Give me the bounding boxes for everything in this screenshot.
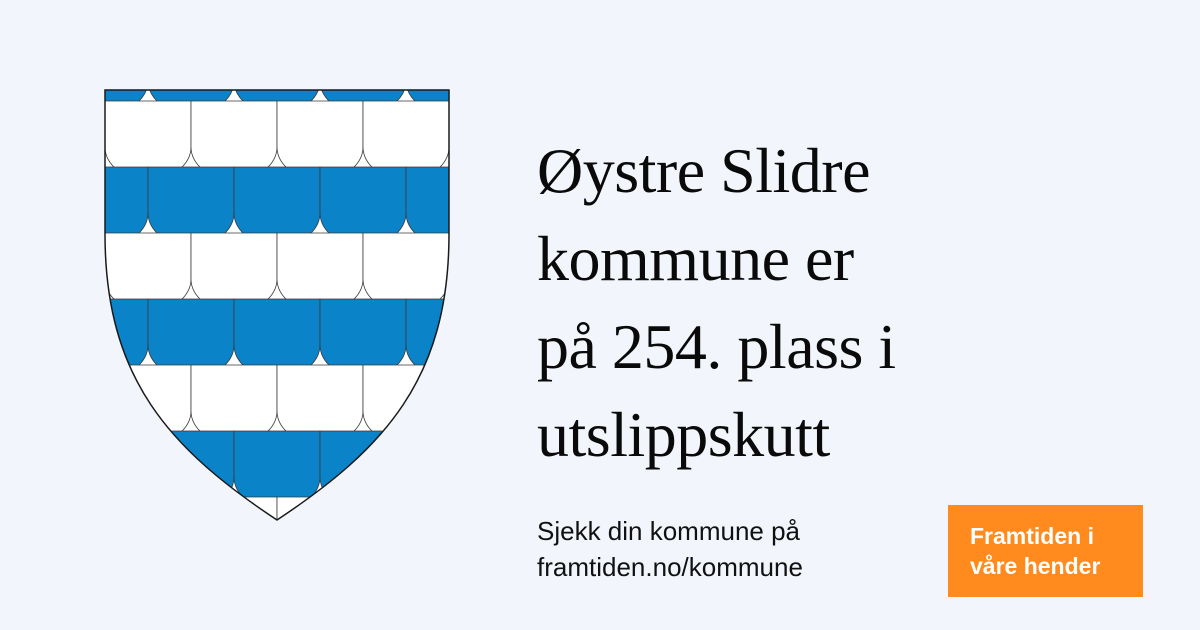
- shield-scale: [191, 497, 277, 522]
- shield-scale: [320, 431, 406, 517]
- coat-of-arms-icon: [104, 89, 450, 522]
- shield-scale: [449, 497, 450, 522]
- shield-scale: [104, 431, 148, 517]
- headline-line: på 254. plass i: [537, 311, 896, 382]
- headline-line: kommune er: [537, 223, 854, 294]
- shield-scale: [104, 497, 105, 522]
- headline: [537, 127, 1177, 479]
- shield-scale: [449, 365, 450, 451]
- brand-logo[interactable]: [948, 505, 1143, 597]
- headline-line: utslippskutt: [537, 399, 830, 470]
- shield-scale: [105, 497, 191, 522]
- cta-line: Sjekk din kommune på: [537, 516, 801, 546]
- cta-link[interactable]: framtiden.no/kommune: [537, 552, 803, 582]
- shield-scale: [406, 431, 450, 517]
- shield-scale: [277, 497, 363, 522]
- brand-logo-line: våre hender: [970, 553, 1101, 579]
- shield-scale: [363, 497, 449, 522]
- shield-scale: [148, 431, 234, 517]
- shield-scale: [104, 365, 105, 451]
- headline-line: Øystre Slidre: [537, 135, 870, 206]
- coat-of-arms: [104, 89, 450, 522]
- call-to-action: [537, 513, 937, 585]
- brand-logo-line: Framtiden i: [970, 523, 1094, 549]
